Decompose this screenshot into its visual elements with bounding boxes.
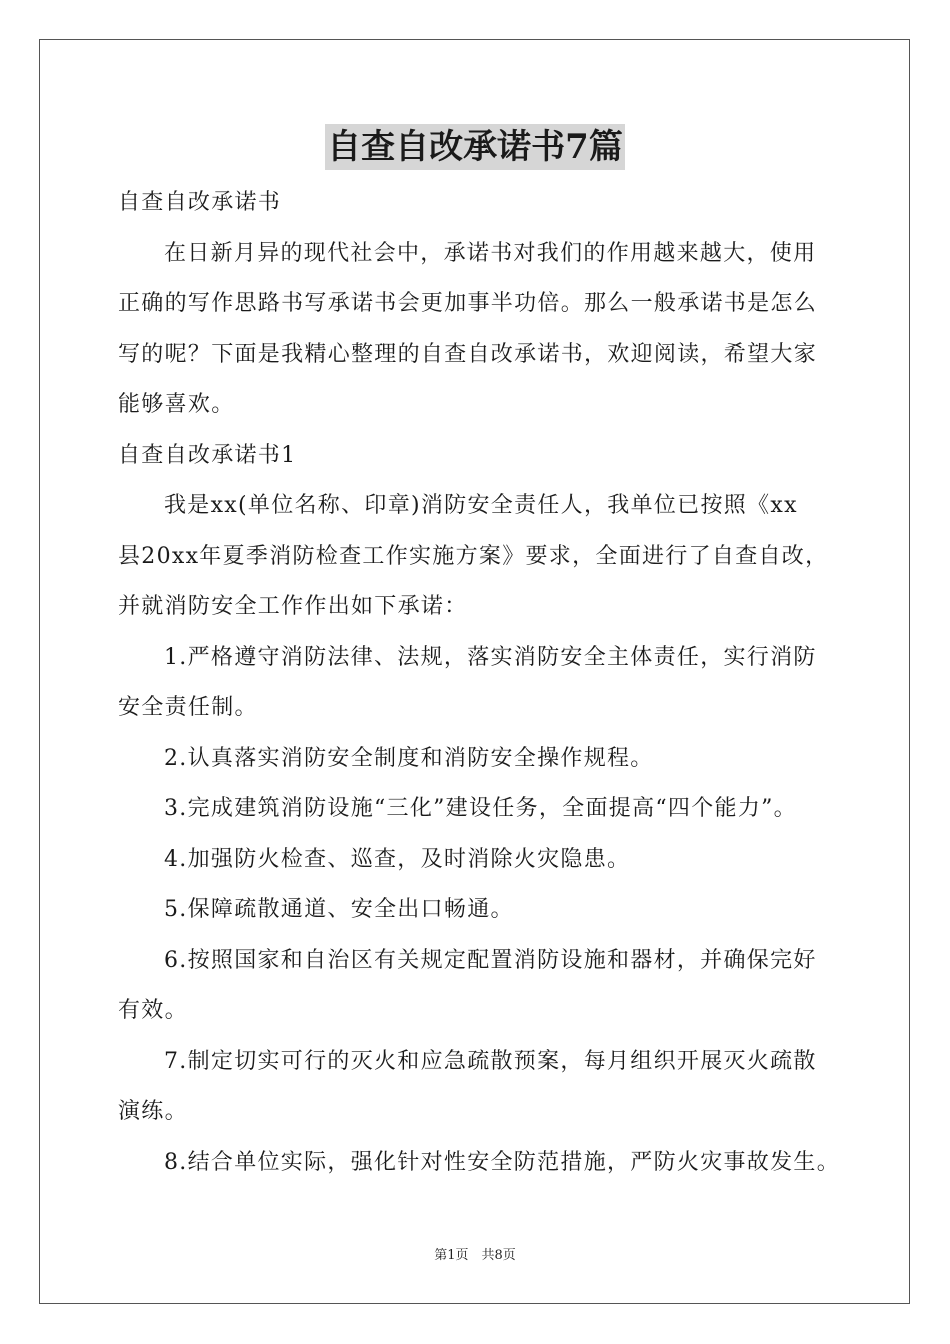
list-item: 5.保障疏散通道、安全出口畅通。 — [164, 897, 514, 922]
body-line: 演练。 — [118, 1099, 188, 1124]
list-item: 6.按照国家和自治区有关规定配置消防设施和器材，并确保完好 — [164, 947, 817, 973]
page-footer — [0, 1246, 950, 1266]
page-indicator: 第1页 共8页 — [434, 1248, 516, 1263]
body-line: 自查自改承诺书 — [118, 190, 282, 215]
list-item: 3.完成建筑消防设施“三化”建设任务，全面提高“四个能力”。 — [164, 796, 797, 821]
body-line: 在日新月异的现代社会中，承诺书对我们的作用越来越大，使用 — [164, 240, 817, 266]
list-item: 4.加强防火检查、巡查，及时消除火灾隐患。 — [164, 846, 631, 872]
section-heading: 自查自改承诺书1 — [118, 442, 297, 468]
title-container — [0, 124, 950, 170]
body-line: 县20xx年夏季消防检查工作实施方案》要求，全面进行了自查自改， — [118, 543, 829, 569]
document-body — [118, 178, 838, 1188]
body-line: 正确的写作思路书写承诺书会更加事半功倍。那么一般承诺书是怎么 — [118, 291, 818, 316]
list-item: 8.结合单位实际，强化针对性安全防范措施，严防火灾事故发生。 — [164, 1149, 840, 1175]
list-item: 2.认真落实消防安全制度和消防安全操作规程。 — [164, 745, 654, 771]
list-item: 1.严格遵守消防法律、法规，落实消防安全主体责任，实行消防 — [164, 644, 817, 670]
body-line: 并就消防安全工作作出如下承诺： — [118, 594, 468, 619]
body-line: 有效。 — [118, 998, 188, 1023]
body-line: 安全责任制。 — [118, 695, 258, 720]
document-title: 自查自改承诺书7篇 — [325, 124, 625, 170]
list-item: 7.制定切实可行的灭火和应急疏散预案，每月组织开展灭火疏散 — [164, 1048, 817, 1074]
body-line: 写的呢？下面是我精心整理的自查自改承诺书，欢迎阅读，希望大家 — [118, 341, 818, 367]
body-line: 能够喜欢。 — [118, 392, 235, 417]
body-line: 我是xx(单位名称、印章)消防安全责任人，我单位已按照《xx — [164, 493, 798, 518]
